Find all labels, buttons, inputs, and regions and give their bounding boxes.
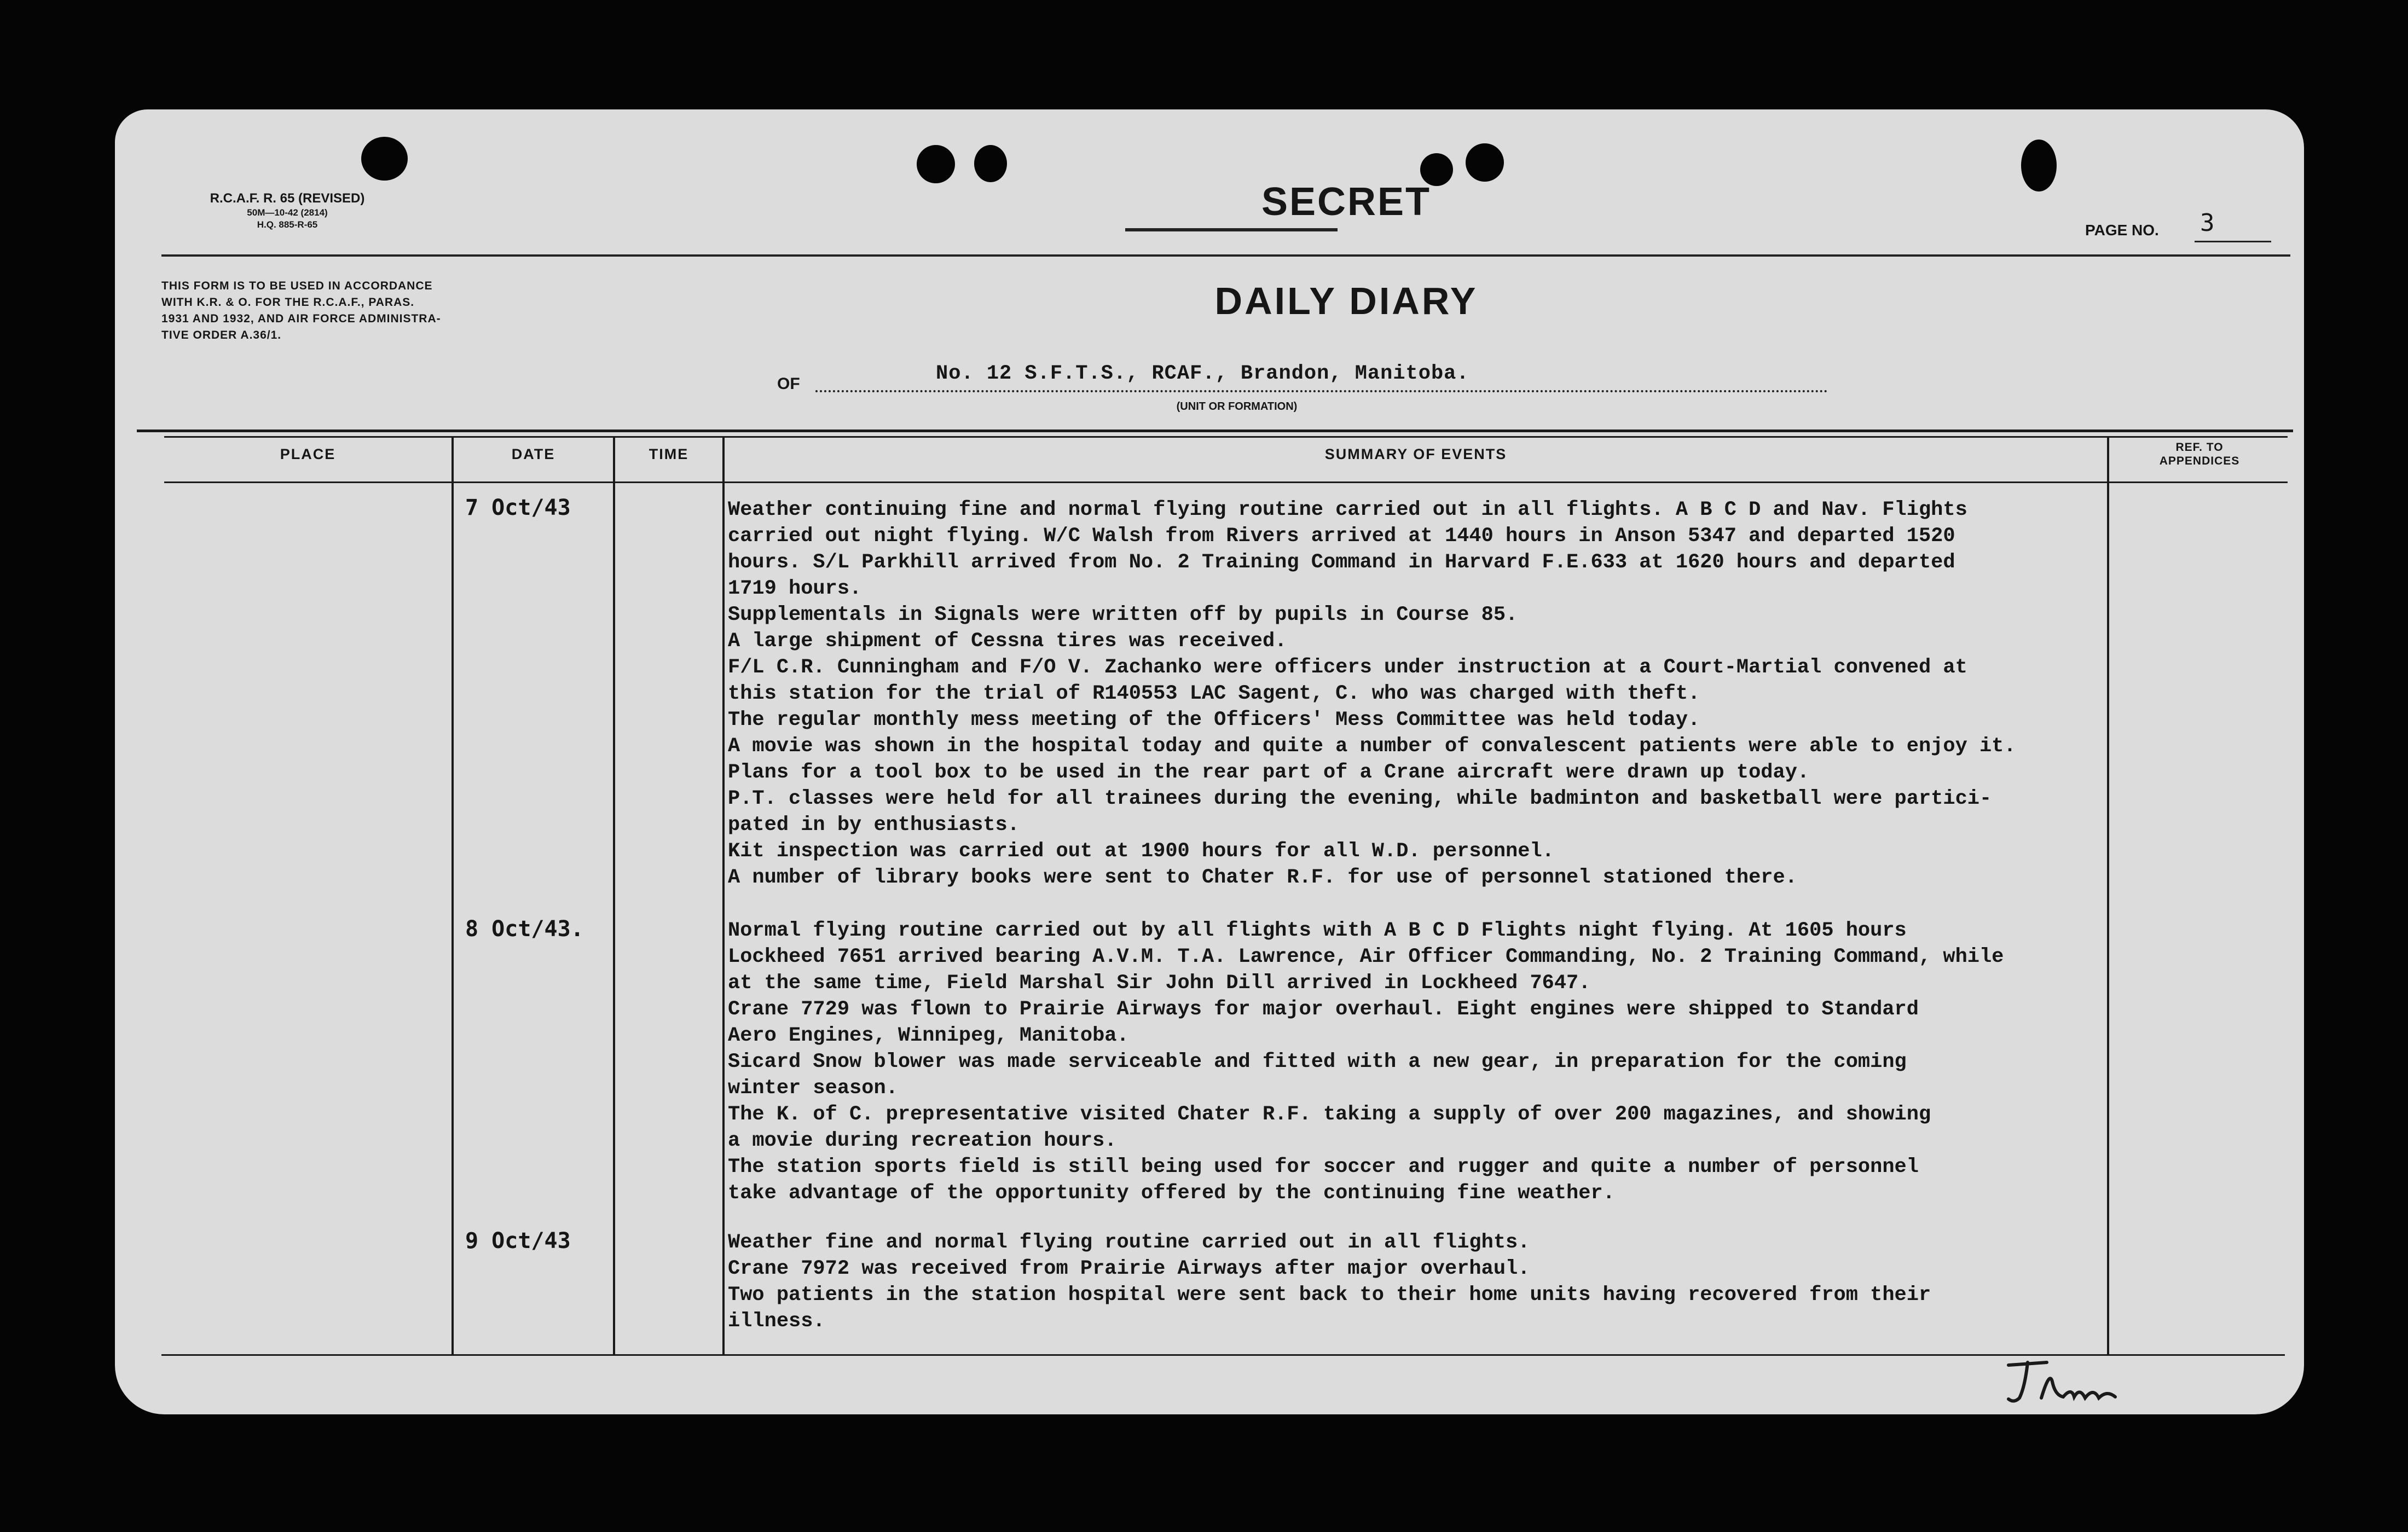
- entry-summary: [728, 497, 2255, 891]
- table-top-rule-inner: [164, 436, 2288, 438]
- column-divider: [452, 436, 454, 1355]
- summary-line: The K. of C. prepresentative visited Chater R.F. taking a supply of over 200 magazines, and showing: [728, 1103, 1931, 1126]
- summary-line: Aero Engines, Winnipeg, Manitoba.: [728, 1024, 1129, 1047]
- form-print-code: 50M—10-42 (2814): [247, 207, 328, 218]
- punch-hole: [361, 137, 408, 181]
- unit-dotted-line: [815, 390, 1828, 392]
- header-rule: [161, 254, 2290, 257]
- diary-title: DAILY DIARY: [1214, 280, 1478, 322]
- summary-line: F/L C.R. Cunningham and F/O V. Zachanko were officers under instruction at a Court-Martial convened at: [728, 656, 1967, 679]
- classification-stamp: SECRET: [1261, 180, 1432, 224]
- usage-note-line: TIVE ORDER A.36/1.: [161, 329, 282, 341]
- summary-line: Supplementals in Signals were written off by pupils in Course 85.: [728, 603, 1518, 626]
- summary-line: a movie during recreation hours.: [728, 1129, 1117, 1152]
- form-number: R.C.A.F. R. 65 (REVISED): [210, 191, 365, 206]
- summary-line: hours. S/L Parkhill arrived from No. 2 Training Command in Harvard F.E.633 at 1620 hours and departed: [728, 551, 1955, 574]
- column-divider: [613, 436, 615, 1355]
- summary-line: at the same time, Field Marshal Sir John Dill arrived in Lockheed 7647.: [728, 972, 1591, 995]
- of-label: OF: [777, 375, 800, 393]
- summary-line: The station sports field is still being used for soccer and rugger and quite a number of personnel: [728, 1156, 1919, 1179]
- column-header-time: TIME: [649, 446, 689, 462]
- summary-line: Kit inspection was carried out at 1900 hours for all W.D. personnel.: [728, 840, 1554, 863]
- table-bottom-rule: [161, 1354, 2285, 1356]
- classification-underline: [1125, 228, 1338, 231]
- column-header-summary: SUMMARY OF EVENTS: [1324, 446, 1507, 462]
- summary-line: take advantage of the opportunity offered by the continuing fine weather.: [728, 1182, 1615, 1205]
- summary-line: winter season.: [728, 1077, 898, 1100]
- summary-line: 1719 hours.: [728, 577, 862, 600]
- column-header-appendices: [2109, 440, 2290, 468]
- punch-hole: [1466, 143, 1504, 182]
- column-header-date: DATE: [511, 446, 555, 462]
- summary-line: P.T. classes were held for all trainees during the evening, while badminton and basketball were partici-: [728, 787, 1992, 810]
- summary-line: The regular monthly mess meeting of the Officers' Mess Committee was held today.: [728, 709, 1700, 732]
- summary-line: illness.: [728, 1310, 825, 1333]
- entry-summary: [728, 1229, 2255, 1334]
- usage-note-line: THIS FORM IS TO BE USED IN ACCORDANCE: [161, 280, 433, 292]
- summary-line: Weather continuing fine and normal flying routine carried out in all flights. A B C D and Nav. Flights: [728, 498, 1967, 521]
- summary-line: A large shipment of Cessna tires was received.: [728, 630, 1287, 653]
- table-top-rule: [137, 430, 2293, 432]
- summary-line: Lockheed 7651 arrived bearing A.V.M. T.A. Lawrence, Air Officer Commanding, No. 2 Training Command, while: [728, 945, 2004, 968]
- summary-line: Crane 7729 was flown to Prairie Airways for major overhaul. Eight engines were shipped to Standard: [728, 998, 1919, 1021]
- entry-date: 8 Oct/43.: [465, 916, 584, 942]
- summary-line: A movie was shown in the hospital today and quite a number of convalescent patients were able to enjoy it.: [728, 735, 2016, 758]
- summary-line: Normal flying routine carried out by all flights with A B C D Flights night flying. At 1605 hours: [728, 919, 1907, 942]
- summary-line: Plans for a tool box to be used in the rear part of a Crane aircraft were drawn up today.: [728, 761, 1810, 784]
- form-identifier: [170, 190, 405, 231]
- summary-line: this station for the trial of R140553 LAC Sagent, C. who was charged with theft.: [728, 682, 1700, 705]
- summary-line: A number of library books were sent to Chater R.F. for use of personnel stationed there.: [728, 866, 1797, 889]
- appendices-header-line: APPENDICES: [2159, 455, 2240, 467]
- appendices-header-line: REF. TO: [2175, 441, 2224, 454]
- column-header-rule: [164, 481, 2288, 483]
- usage-note-line: 1931 AND 1932, AND AIR FORCE ADMINISTRA-: [161, 312, 441, 325]
- entry-date: 9 Oct/43: [465, 1228, 571, 1254]
- punch-hole: [974, 145, 1007, 182]
- page-label: PAGE NO.: [2085, 222, 2159, 239]
- form-hq-code: H.Q. 885-R-65: [257, 219, 318, 230]
- summary-line: Two patients in the station hospital were sent back to their home units having recovered from their: [728, 1284, 1931, 1307]
- summary-line: Crane 7972 was received from Prairie Airways after major overhaul.: [728, 1257, 1530, 1280]
- summary-line: Sicard Snow blower was made serviceable and fitted with a new gear, in preparation for the coming: [728, 1051, 1907, 1073]
- usage-note: [161, 278, 681, 344]
- summary-line: carried out night flying. W/C Walsh from Rivers arrived at 1440 hours in Anson 5347 and departed 1520: [728, 525, 1955, 548]
- usage-note-line: WITH K.R. & O. FOR THE R.C.A.F., PARAS.: [161, 296, 415, 309]
- unit-name: No. 12 S.F.T.S., RCAF., Brandon, Manitoba.: [936, 362, 1469, 385]
- column-header-place: PLACE: [280, 446, 336, 462]
- punch-hole: [2021, 140, 2057, 192]
- diary-sheet: [115, 109, 2304, 1414]
- handwritten-initials: [1998, 1349, 2129, 1409]
- page-number: 3: [2200, 209, 2215, 237]
- summary-line: pated in by enthusiasts.: [728, 814, 1020, 837]
- unit-caption: (UNIT OR FORMATION): [1176, 401, 1298, 413]
- entry-date: 7 Oct/43: [465, 495, 571, 520]
- entry-summary: [728, 918, 2255, 1206]
- page-number-line: [2195, 241, 2271, 242]
- column-divider: [722, 436, 725, 1355]
- punch-hole: [917, 145, 955, 183]
- summary-line: Weather fine and normal flying routine carried out in all flights.: [728, 1231, 1530, 1254]
